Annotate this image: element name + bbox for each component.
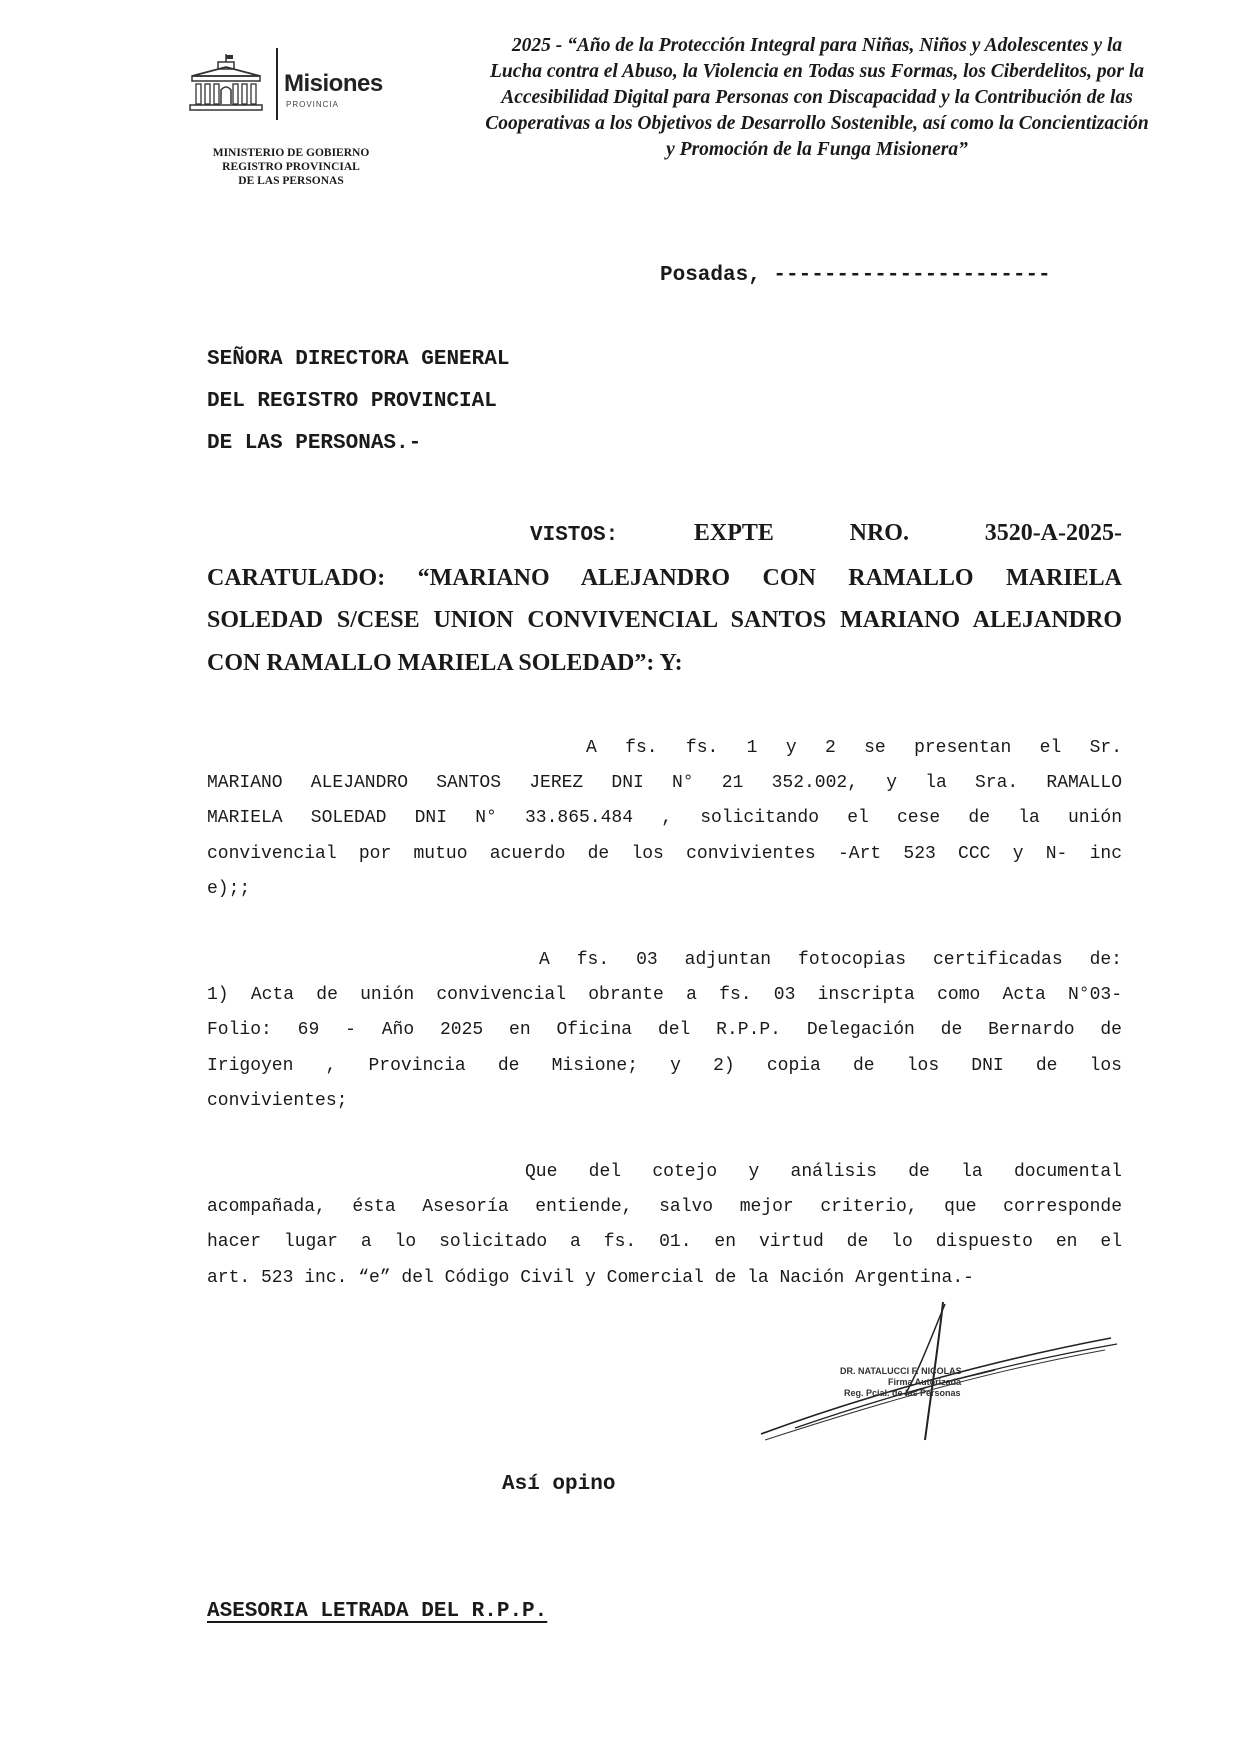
paragraph-line: MARIANO ALEJANDRO SANTOS JEREZ DNI N° 21 352.002, y la Sra. RAMALLO: [207, 773, 1122, 794]
paragraph-presentation: [207, 731, 1122, 907]
addressee-line: DE LAS PERSONAS.-: [207, 432, 422, 455]
paragraph-line: e);;: [207, 878, 251, 899]
paragraph-line: art. 523 inc. “e” del Código Civil y Comercial de la Nación Argentina.-: [207, 1267, 974, 1288]
logo-name: Misiones: [284, 70, 383, 97]
stamp-line: Reg. Pcial. de las Personas: [844, 1388, 961, 1398]
addressee-line: DEL REGISTRO PROVINCIAL: [207, 390, 497, 413]
paragraph-line: convivencial por mutuo acuerdo de los convivientes -Art 523 CCC y N- inc: [207, 843, 1122, 864]
motto-line: 2025 - “Año de la Protección Integral para Niñas, Niños y Adolescentes y la: [511, 35, 1123, 56]
province-logo: [188, 48, 388, 120]
motto-line: Accesibilidad Digital para Personas con Discapacidad y la Contribución de las: [501, 87, 1133, 108]
ministry-heading: [196, 146, 386, 188]
nro-label: NRO.: [849, 520, 909, 546]
paragraph-line: 1) Acta de unión convivencial obrante a fs. 03 inscripta como Acta N°03-: [207, 985, 1122, 1006]
paragraph-line: A fs. 03 adjuntan fotocopias certificadas de:: [539, 950, 1122, 970]
addressee-line: SEÑORA DIRECTORA GENERAL: [207, 348, 510, 371]
paragraph-line: MARIELA SOLEDAD DNI N° 33.865.484 , solicitando el cese de la unión: [207, 808, 1122, 829]
motto-line: Lucha contra el Abuso, la Violencia en Todas sus Formas, los Ciberdelitos, por la: [489, 61, 1145, 82]
paragraph-attachments: [207, 943, 1122, 1119]
signatory-office: ASESORIA LETRADA DEL R.P.P.: [207, 1600, 548, 1623]
place-date: Posadas, ----------------------: [660, 264, 1051, 287]
paragraph-line: convivientes;: [207, 1090, 348, 1111]
ministry-line: DE LAS PERSONAS: [238, 175, 344, 187]
ministry-line: MINISTERIO DE GOBIERNO: [212, 147, 370, 159]
stamp-line: Firma Autorizada: [888, 1377, 962, 1387]
ministry-line: REGISTRO PROVINCIAL: [222, 161, 360, 173]
vistos-label: VISTOS:: [530, 524, 619, 547]
paragraph-line: Que del cotejo y análisis de la documental: [525, 1162, 1122, 1182]
signature-stamp: [840, 1366, 962, 1399]
paragraph-line: hacer lugar a lo solicitado a fs. 01. en virtud de lo dispuesto en el: [207, 1232, 1122, 1253]
paragraph-line: acompañada, ésta Asesoría entiende, salvo mejor criterio, que corresponde: [207, 1197, 1122, 1218]
government-building-icon: [188, 54, 264, 112]
paragraph-line: A fs. fs. 1 y 2 se presentan el Sr.: [586, 738, 1122, 758]
year-motto: [456, 33, 1178, 163]
expediente-number: 3520-A-2025-: [984, 520, 1122, 546]
vistos-row: [530, 520, 1122, 547]
caratulado-line: SOLEDAD S/CESE UNION CONVIVENCIAL SANTOS MARIANO ALEJANDRO: [207, 607, 1122, 633]
motto-line: y Promoción de la Funga Misionera”: [666, 139, 968, 160]
closing-statement: Así opino: [502, 1473, 616, 1496]
paragraph-opinion: [207, 1155, 1122, 1296]
expte-label: EXPTE: [693, 520, 774, 546]
logo-divider: [276, 48, 278, 120]
paragraph-line: Irigoyen , Provincia de Misione; y 2) copia de los DNI de los: [207, 1055, 1122, 1076]
motto-line: Cooperativas a los Objetivos de Desarrollo Sostenible, así como la Concientización: [485, 113, 1149, 134]
stamp-line: DR. NATALUCCI F. NICOLAS: [840, 1366, 962, 1376]
paragraph-line: Folio: 69 - Año 2025 en Oficina del R.P.P. Delegación de Bernardo de: [207, 1020, 1122, 1041]
logo-subtitle: PROVINCIA: [286, 100, 340, 109]
caratulado-line: CON RAMALLO MARIELA SOLEDAD”: Y:: [207, 650, 683, 676]
caratulado-line: CARATULADO: “MARIANO ALEJANDRO CON RAMALLO MARIELA: [207, 565, 1122, 591]
